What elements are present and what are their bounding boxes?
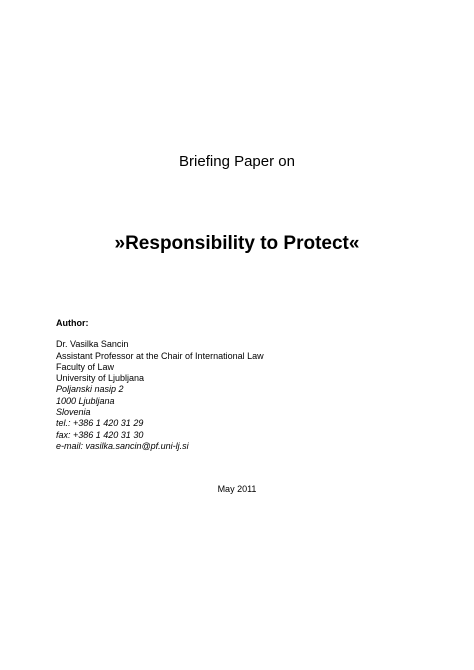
document-subtitle: Briefing Paper on — [179, 153, 295, 170]
author-university: University of Ljubljana — [56, 373, 145, 384]
author-faculty: Faculty of Law — [56, 361, 115, 372]
author-tel: tel.: +386 1 420 31 29 — [56, 418, 144, 429]
author-name: Dr. Vasilka Sancin — [56, 339, 129, 350]
author-country: Slovenia — [56, 407, 91, 418]
author-email: e-mail: vasilka.sancin@pf.uni-lj.si — [56, 440, 189, 451]
author-street: Poljanski nasip 2 — [56, 384, 124, 395]
author-city: 1000 Ljubljana — [56, 395, 115, 406]
document-date: May 2011 — [217, 484, 257, 494]
document-title: »Responsibility to Protect« — [114, 233, 360, 254]
author-fax: fax: +386 1 420 31 30 — [56, 429, 144, 440]
author-block — [56, 318, 456, 452]
author-label: Author: — [56, 318, 89, 328]
author-position: Assistant Professor at the Chair of International Law — [56, 350, 264, 361]
